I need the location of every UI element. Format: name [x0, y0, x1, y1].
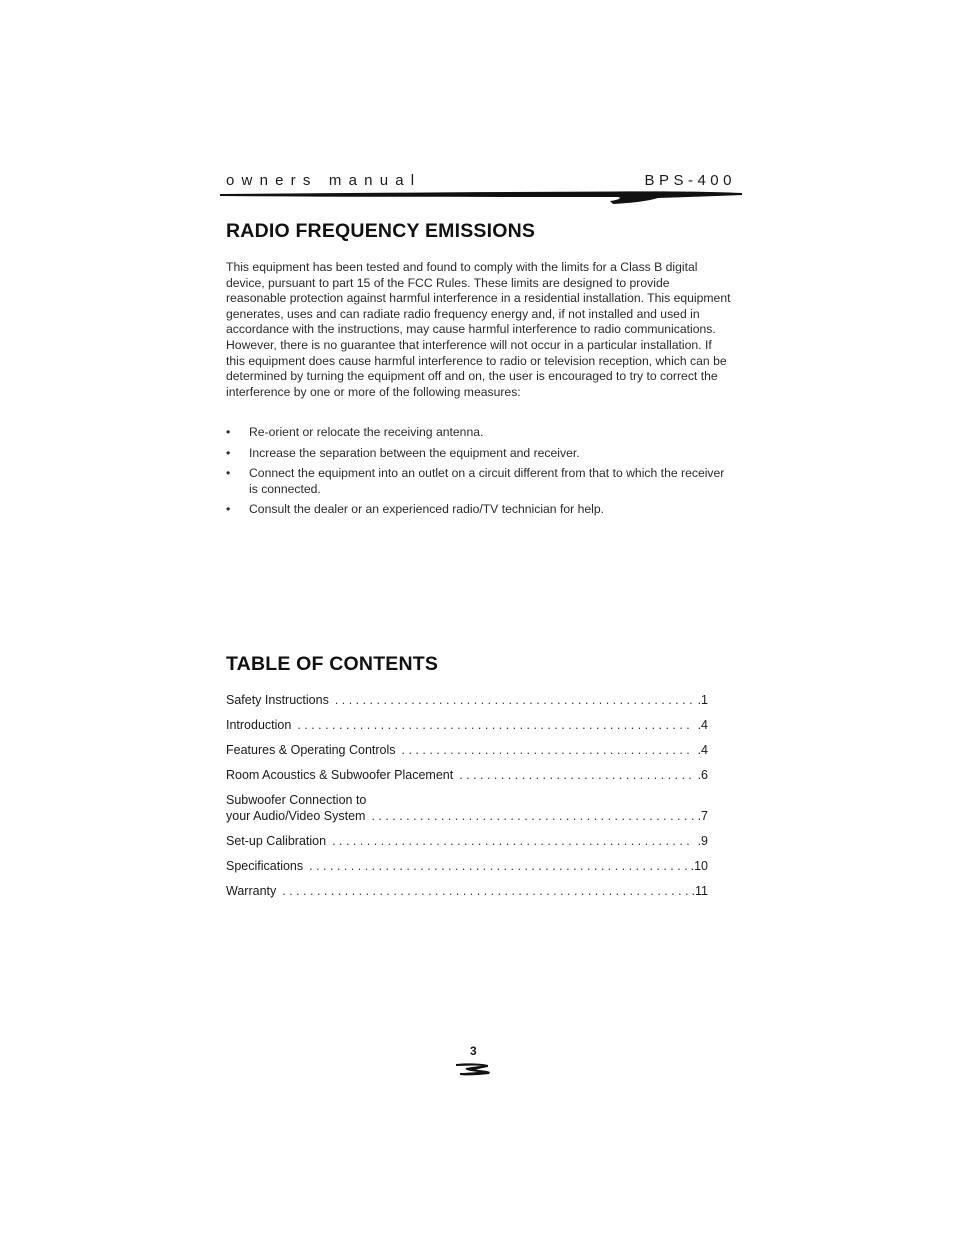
toc-entry-page: .11: [691, 884, 708, 898]
table-of-contents: [226, 692, 708, 908]
toc-entry-subwoofer-connection[interactable]: [226, 792, 708, 833]
toc-leader: [297, 717, 693, 733]
bullet-icon: •: [226, 502, 231, 517]
toc-leader: [332, 833, 694, 849]
toc-heading: TABLE OF CONTENTS: [226, 653, 439, 675]
list-item: • Increase the separation between the equipment and receiver.: [226, 445, 580, 460]
toc-entry-label: Warranty: [226, 884, 277, 898]
toc-entry-label: Set-up Calibration: [226, 834, 327, 848]
toc-entry-page: .10: [690, 859, 708, 873]
bullet-icon: •: [226, 445, 231, 460]
toc-entry-page: .7: [697, 809, 708, 823]
toc-entry-specifications[interactable]: [226, 858, 708, 883]
bullet-icon: •: [226, 466, 231, 481]
toc-entry-label: Introduction: [226, 718, 292, 732]
header-manual-label: owners manual: [226, 172, 422, 189]
toc-leader: [335, 692, 694, 708]
toc-leader: [371, 808, 693, 824]
footer-brush-mark-icon: [454, 1060, 494, 1078]
rf-emissions-body: This equipment has been tested and found to comply with the limits for a Class B digital device, pursuant to part 15 of the FCC Rules. These limits are designed to provide reasonable protection against harmful interference in a residential installation. This equipment generates, uses and can radiate radio frequency energy and, if not installed and used in accordance with the instructions, may cause harmful interference to radio communications. However, there is no guarantee that interference will not occur in a particular installation. If this equipment does cause harmful interference to radio or television reception, which can be determined by turning the equipment off and on, the user is encouraged to try to correct the interference by one or more of the following measures:: [226, 260, 731, 399]
list-item: • Connect the equipment into an outlet on a circuit different from that to which the receiver is connected.: [226, 466, 725, 496]
toc-entry-page: .1: [697, 693, 708, 707]
rf-measures-list: [226, 425, 732, 523]
toc-entry-page: .4: [697, 718, 708, 732]
toc-leader: [282, 883, 687, 899]
list-item: • Consult the dealer or an experienced radio/TV technician for help.: [226, 502, 605, 517]
toc-entry-label: Subwoofer Connection to: [226, 793, 367, 807]
toc-entry-label: Features & Operating Controls: [226, 743, 396, 757]
rf-emissions-heading: RADIO FREQUENCY EMISSIONS: [226, 220, 536, 242]
toc-entry-label: Specifications: [226, 859, 304, 873]
page-number: 3: [470, 1044, 477, 1058]
toc-entry-introduction[interactable]: [226, 717, 708, 742]
toc-leader: [402, 742, 694, 758]
toc-leader: [459, 767, 693, 783]
toc-entry-label: Room Acoustics & Subwoofer Placement: [226, 768, 454, 782]
toc-entry-label: Safety Instructions: [226, 693, 329, 707]
toc-leader: [309, 858, 686, 874]
header-brush-stroke: [218, 188, 744, 208]
header-model-label: BPS-400: [644, 172, 736, 189]
bullet-icon: •: [226, 425, 231, 439]
toc-entry-room-acoustics[interactable]: [226, 767, 708, 792]
toc-entry-safety[interactable]: [226, 692, 708, 717]
list-item: • Re-orient or relocate the receiving antenna.: [226, 425, 484, 439]
toc-entry-label: your Audio/Video System: [226, 809, 366, 823]
toc-entry-page: .9: [697, 834, 708, 848]
toc-entry-warranty[interactable]: [226, 883, 708, 908]
toc-entry-page: .4: [697, 743, 708, 757]
toc-entry-page: .6: [697, 768, 708, 782]
toc-entry-setup-calibration[interactable]: [226, 833, 708, 858]
toc-entry-features[interactable]: [226, 742, 708, 767]
